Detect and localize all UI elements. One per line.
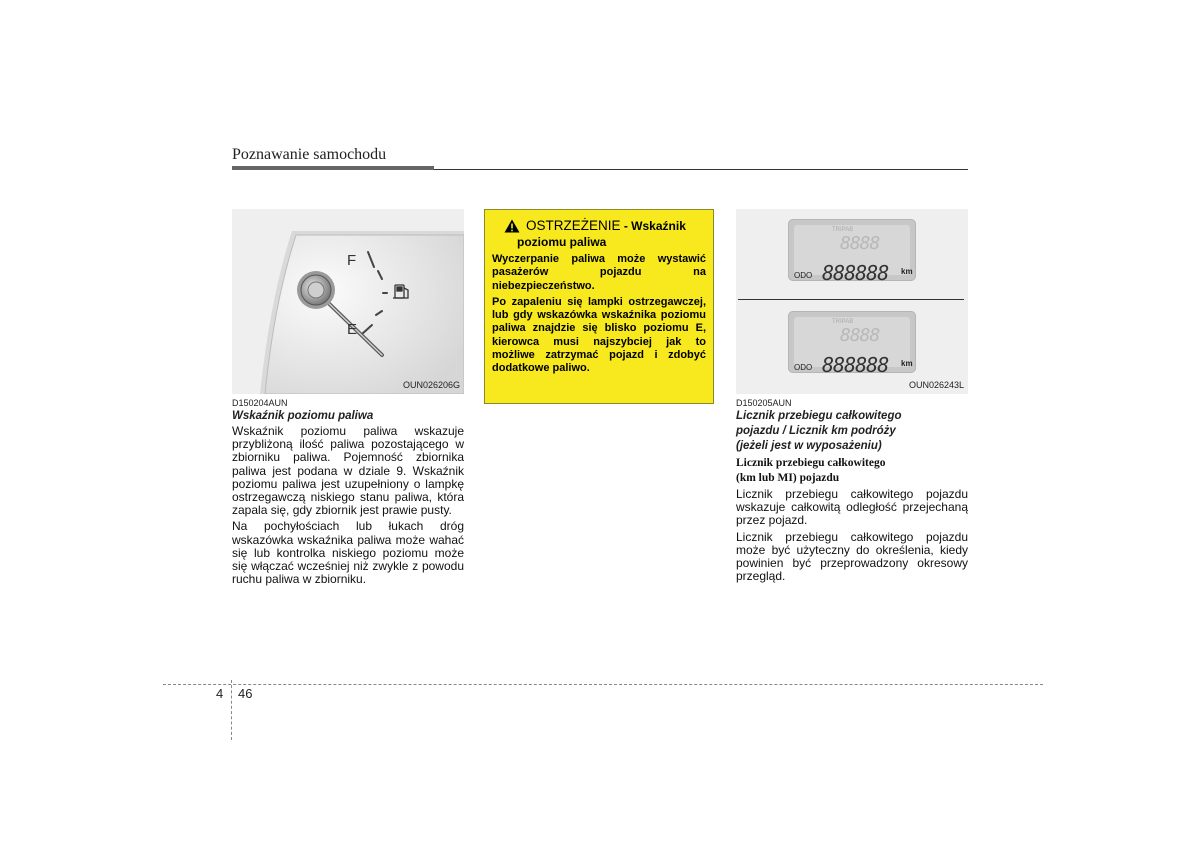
subheading-line: Licznik przebiegu całkowitego — [736, 457, 886, 469]
trip-label: TRIPAB — [832, 227, 854, 233]
figure-divider — [738, 299, 964, 300]
subheading-line: (km lub MI) pojazdu — [736, 472, 840, 484]
trip-label: TRIPAB — [832, 319, 854, 325]
warning-heading-line2: poziomu paliwa — [517, 235, 607, 249]
trip-digits: 8888 — [840, 233, 880, 254]
figure-code: OUN026206G — [402, 380, 460, 390]
header-rule-thick — [232, 166, 434, 170]
odometer-description — [736, 488, 968, 586]
paragraph: Wskaźnik poziomu paliwa wskazuje przybliżoną ilość paliwa pozostającego w zbiorniku paliwa. Pojemność zbiornika paliwa jest podana w dziale 9. Wskaźnik poziomu paliwa jest uzupełniony o lampkę ostrzegawczą niskiego stanu paliwa, która zapala się, gdy zbiornik jest prawie pusty. — [232, 424, 464, 518]
subtitle-line: pojazdu / Licznik km podróży — [736, 425, 896, 437]
paragraph: Licznik przebiegu całkowitego pojazdu może być użyteczny do określenia, kiedy powinien być przeprowadzony okresowy przegląd. — [736, 529, 968, 584]
footer-rule — [163, 684, 1043, 685]
warning-heading — [526, 218, 686, 234]
warning-triangle-icon — [504, 219, 520, 233]
subtitle-line: Licznik przebiegu całkowitego — [736, 410, 902, 422]
page-header-title: Poznawanie samochodu — [232, 146, 387, 163]
odometer-figure — [736, 209, 968, 394]
trip-digits: 8888 — [840, 325, 880, 346]
odo-label: ODO — [794, 271, 813, 280]
odometer-digits: 888888 — [822, 353, 889, 377]
section-subtitle — [736, 409, 968, 454]
section-code: D150205AUN — [736, 398, 792, 408]
paragraph: Na pochyłościach lub łukach dróg wskazówka wskaźnika paliwa może wahać się lub kontrolka niskiego poziomu może się włączać wcześniej niż zwykle z powodu ruchu paliwa w zbiorniku. — [232, 519, 464, 587]
gauge-empty-label: E — [347, 321, 358, 338]
fuel-gauge-figure — [232, 209, 464, 394]
header-rule-thin — [434, 169, 968, 170]
fuel-gauge-description — [232, 425, 464, 589]
subheading — [736, 456, 886, 486]
warning-paragraph: Wyczerpanie paliwa może wystawić pasażerów pojazdu na niebezpieczeństwo. — [492, 253, 706, 292]
page-number: 46 — [238, 686, 253, 701]
odometer-display-top — [788, 219, 916, 285]
unit-label: km — [901, 267, 913, 276]
odometer-display-bottom — [788, 311, 916, 377]
unit-label: km — [901, 359, 913, 368]
fuel-gauge-illustration — [232, 209, 464, 394]
warning-paragraph: Po zapaleniu się lampki ostrzegawczej, lub gdy wskazówka wskaźnika poziomu paliwa znajdzie się blisko poziomu E, kierowca musi najszybciej jak to możliwe zatrzymać pojazd i zdobyć dodatkowe paliwo. — [492, 295, 706, 375]
subtitle-line: (jeżeli jest w wyposażeniu) — [736, 440, 882, 452]
chapter-number: 4 — [216, 686, 224, 701]
footer-divider — [231, 680, 232, 740]
section-subtitle: Wskaźnik poziomu paliwa — [232, 410, 374, 422]
odometer-digits: 888888 — [822, 261, 889, 285]
odo-label: ODO — [794, 363, 813, 372]
section-code: D150204AUN — [232, 398, 288, 408]
gauge-full-label: F — [347, 252, 357, 269]
figure-code: OUN026243L — [908, 380, 964, 390]
warning-box — [484, 209, 714, 404]
warning-heading-main: OSTRZEŻENIE — [526, 218, 621, 233]
warning-heading-suffix: - Wskaźnik — [620, 219, 686, 233]
paragraph: Licznik przebiegu całkowitego pojazdu wskazuje całkowitą odległość przejechaną przez pojazd. — [736, 487, 968, 528]
warning-text — [492, 253, 706, 376]
